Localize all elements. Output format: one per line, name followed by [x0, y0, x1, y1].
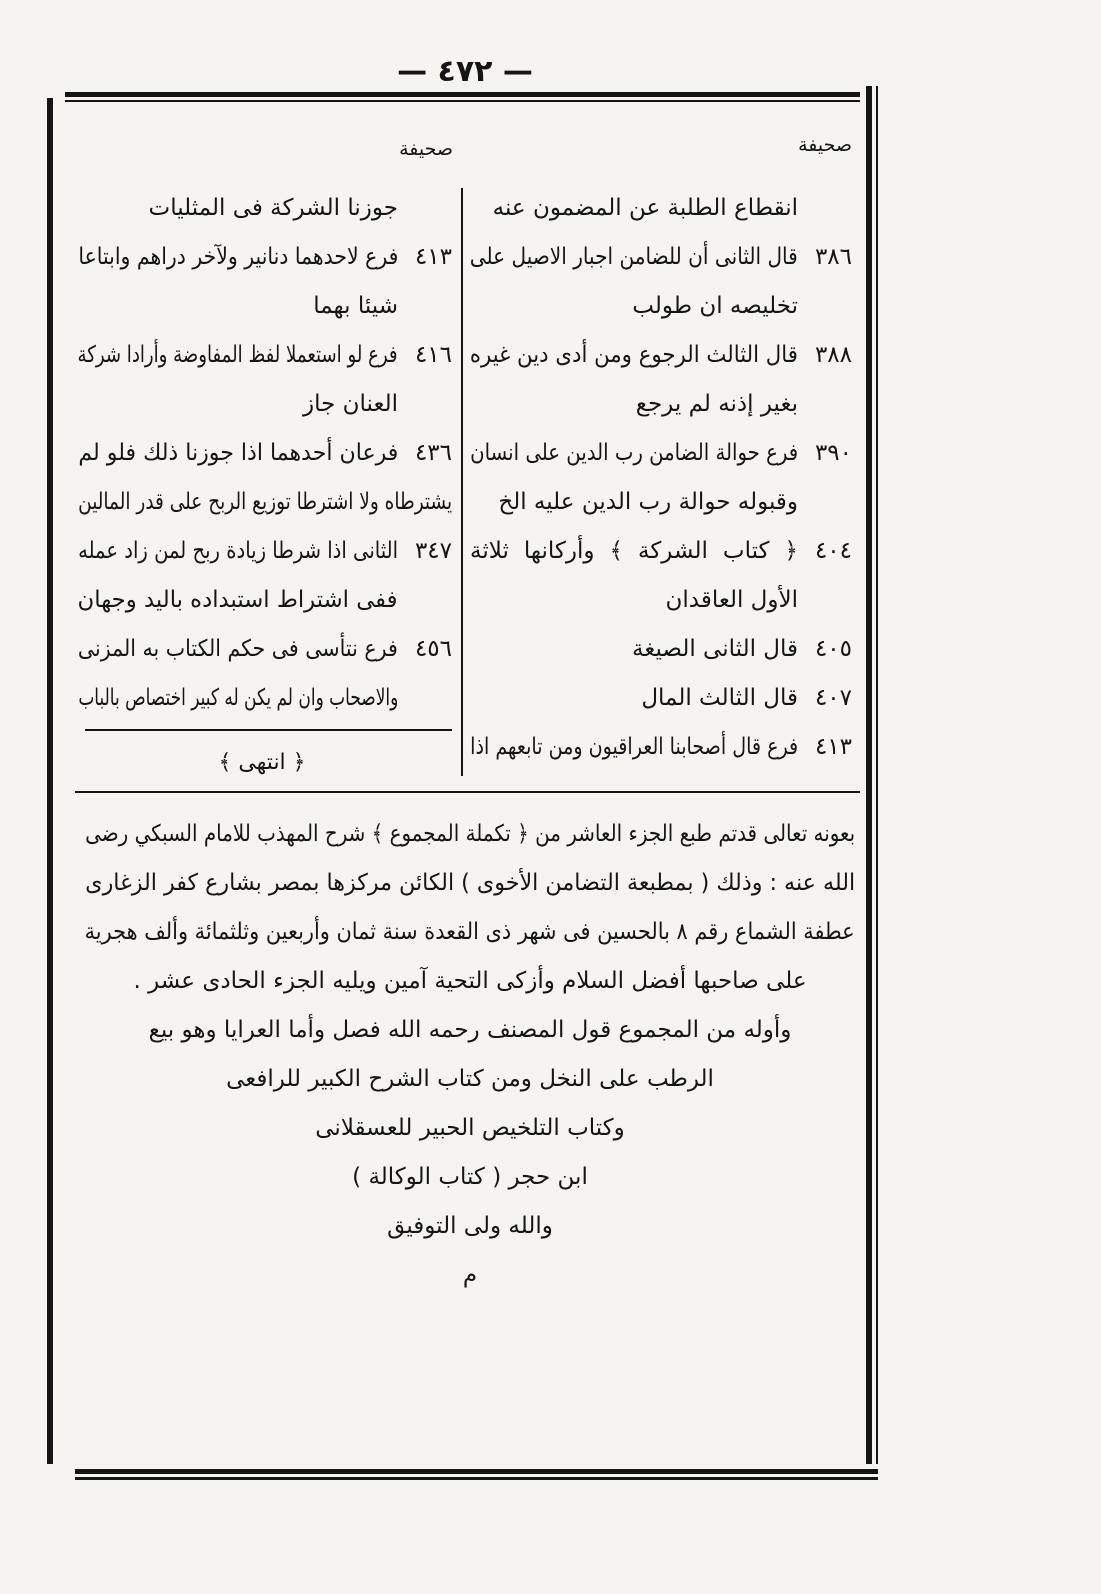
- entry-line: [78, 331, 398, 380]
- entry-continuation: [470, 380, 852, 429]
- entry-line: [78, 380, 398, 429]
- colophon-text: الرطب على النخل ومن كتاب الشرح الكبير للرافعى: [226, 1066, 714, 1092]
- right-index-column: [470, 184, 852, 772]
- entry-line: [470, 478, 798, 527]
- colophon-line: [85, 957, 855, 1006]
- page-ref-number: ٣٤٧: [414, 538, 452, 564]
- entry-line: [78, 576, 398, 625]
- top-double-rule: [65, 92, 860, 102]
- page-ref-number: ٤١٦: [414, 342, 452, 368]
- colophon-text: بعونه تعالى قدتم طبع الجزء العاشر من ﴿ تكملة المجموع ﴾ شرح المهذب للامام السبكي رضى: [85, 821, 855, 847]
- entry-text: فرع نتأسى فى حكم الكتاب به المزنى: [78, 636, 398, 662]
- entry-text: قال الثانى أن للضامن اجبار الاصيل على: [470, 244, 798, 270]
- entry-line: [470, 282, 798, 331]
- index-entry: [470, 527, 852, 576]
- index-entry: [78, 184, 452, 233]
- page-ref-number: ٤١٣: [814, 734, 852, 760]
- entry-continuation: [470, 282, 852, 331]
- colophon-line: [85, 1153, 855, 1202]
- signature-mark-line: [85, 1251, 855, 1300]
- entry-text: فرع لو استعملا لفظ المفاوضة وأرادا شركة: [78, 342, 398, 368]
- colophon-text: وأوله من المجموع قول المصنف رحمه الله فصل وأما العرايا وهو بيع: [148, 1017, 792, 1043]
- entry-line: [78, 625, 398, 674]
- left-frame-border: [47, 98, 53, 1464]
- header-right-label: صحيفة: [798, 134, 852, 156]
- entry-line: [78, 233, 398, 282]
- entry-text: قال الثالث الرجوع ومن أدى دين غيره: [470, 342, 798, 368]
- entry-line: [78, 527, 398, 576]
- index-entry: [78, 331, 452, 380]
- entry-text: العنان جاز: [303, 391, 398, 417]
- entry-continuation: [78, 282, 452, 331]
- index-entry: [78, 625, 452, 674]
- entry-continuation: [78, 674, 452, 723]
- bottom-double-rule: [75, 1469, 878, 1480]
- entry-continuation: [470, 576, 852, 625]
- colophon: [85, 810, 855, 1300]
- signature-mark: م: [462, 1262, 478, 1288]
- index-entry: [470, 625, 852, 674]
- entry-text: شيئا بهما: [313, 293, 398, 319]
- entry-continuation: [470, 478, 852, 527]
- entry-line: [78, 674, 398, 723]
- entry-line: [470, 184, 798, 233]
- entry-text: تخليصه ان طولب: [632, 293, 798, 319]
- entry-line: [470, 625, 798, 674]
- colophon-text: والله ولى التوفيق: [387, 1213, 553, 1239]
- index-entry: [470, 723, 852, 772]
- page-ref-number: ٤٠٤: [814, 538, 852, 564]
- entry-line: [470, 674, 798, 723]
- entry-text: قال الثالث المال: [641, 685, 798, 711]
- colophon-text: ابن حجر ( كتاب الوكالة ): [352, 1164, 588, 1190]
- page-ref-number: ٤٣٦: [414, 440, 452, 466]
- index-entry: [470, 233, 852, 282]
- entry-text: فرع قال أصحابنا العراقيون ومن تابعهم اذا: [470, 734, 798, 760]
- index-entry: [470, 331, 852, 380]
- entry-line: [470, 723, 798, 772]
- entry-text: فرعان أحدهما اذا جوزنا ذلك فلو لم: [78, 440, 398, 466]
- entry-line: [78, 429, 398, 478]
- entry-continuation: [78, 576, 452, 625]
- index-entry: [470, 184, 852, 233]
- left-index-column: [78, 184, 452, 723]
- entry-text: فرع حوالة الضامن رب الدين على انسان: [470, 440, 798, 466]
- entry-line: [78, 282, 398, 331]
- entry-line: [470, 331, 798, 380]
- colophon-line: [85, 908, 855, 957]
- page-number: — ٤٧٢ —: [397, 54, 533, 89]
- entry-line: [470, 380, 798, 429]
- index-entry: [78, 233, 452, 282]
- right-frame-border: [866, 86, 872, 1464]
- entry-text: قال الثانى الصيغة: [632, 636, 798, 662]
- entry-text: الثانى اذا شرطا زيادة ربح لمن زاد عمله: [78, 538, 398, 564]
- colophon-text: عطفة الشماع رقم ٨ بالحسين فى شهر ذى القعدة سنة ثمان وأربعين وثلثمائة وألف هجرية: [85, 919, 855, 945]
- index-entry: [470, 429, 852, 478]
- entry-text: الأول العاقدان: [665, 587, 798, 613]
- entry-text: فرع لاحدهما دنانير ولآخر دراهم وابتاعا: [78, 244, 398, 270]
- page-ref-number: ٣٨٨: [814, 342, 852, 368]
- entry-line: [78, 478, 452, 527]
- colophon-text: الله عنه : وذلك ( بمطبعة التضامن الأخوى ) الكائن مركزها بمصر بشارع كفر الزغارى: [85, 870, 855, 896]
- page-ref-number: ٣٨٦: [814, 244, 852, 270]
- section-divider-rule: [75, 791, 860, 793]
- entry-text: بغير إذنه لم يرجع: [635, 391, 798, 417]
- page-ref-number: ٣٩٠: [814, 440, 852, 466]
- colophon-line: [85, 1202, 855, 1251]
- entry-continuation: [78, 380, 452, 429]
- entry-text: ﴿ كتاب الشركة ﴾ وأركانها ثلاثة: [470, 538, 798, 564]
- entry-line: [470, 429, 798, 478]
- page-ref-number: ٤٠٥: [814, 636, 852, 662]
- entry-line: [470, 233, 798, 282]
- index-entry: [78, 527, 452, 576]
- entry-text: والاصحاب وان لم يكن له كبير اختصاص بالباب: [78, 685, 398, 711]
- entry-line: [470, 576, 798, 625]
- entry-text: يشترطاه ولا اشترطا توزيع الربح على قدر المالين: [78, 489, 452, 515]
- colophon-line: [85, 1055, 855, 1104]
- entry-text: جوزنا الشركة فى المثليات: [148, 195, 398, 221]
- entry-text: انقطاع الطلبة عن المضمون عنه: [492, 195, 798, 221]
- entry-line: [78, 184, 398, 233]
- index-entry: [78, 429, 452, 478]
- colophon-line: [85, 810, 855, 859]
- colophon-line: [85, 859, 855, 908]
- colophon-text: على صاحبها أفضل السلام وأزكى التحية آمين ويليه الجزء الحادى عشر .: [133, 968, 807, 994]
- entry-text: وقبوله حوالة رب الدين عليه الخ: [498, 489, 798, 515]
- page-ref-number: ٤٠٧: [814, 685, 852, 711]
- column-divider: [461, 188, 463, 776]
- entry-line: [470, 527, 798, 576]
- colophon-line: [85, 1006, 855, 1055]
- left-column-end-rule: [85, 729, 452, 731]
- end-mark: ﴿ انتهى ﴾: [218, 750, 306, 775]
- page-ref-number: ٤١٣: [414, 244, 452, 270]
- header-left-label: صحيفة: [399, 138, 453, 160]
- entry-continuation: [78, 478, 452, 527]
- entry-text: ففى اشتراط استبداده باليد وجهان: [78, 587, 398, 613]
- index-entry: [470, 674, 852, 723]
- page-ref-number: ٤٥٦: [414, 636, 452, 662]
- colophon-text: وكتاب التلخيص الحبير للعسقلانى: [315, 1115, 625, 1141]
- colophon-line: [85, 1104, 855, 1153]
- right-frame-thin-border: [876, 86, 878, 1464]
